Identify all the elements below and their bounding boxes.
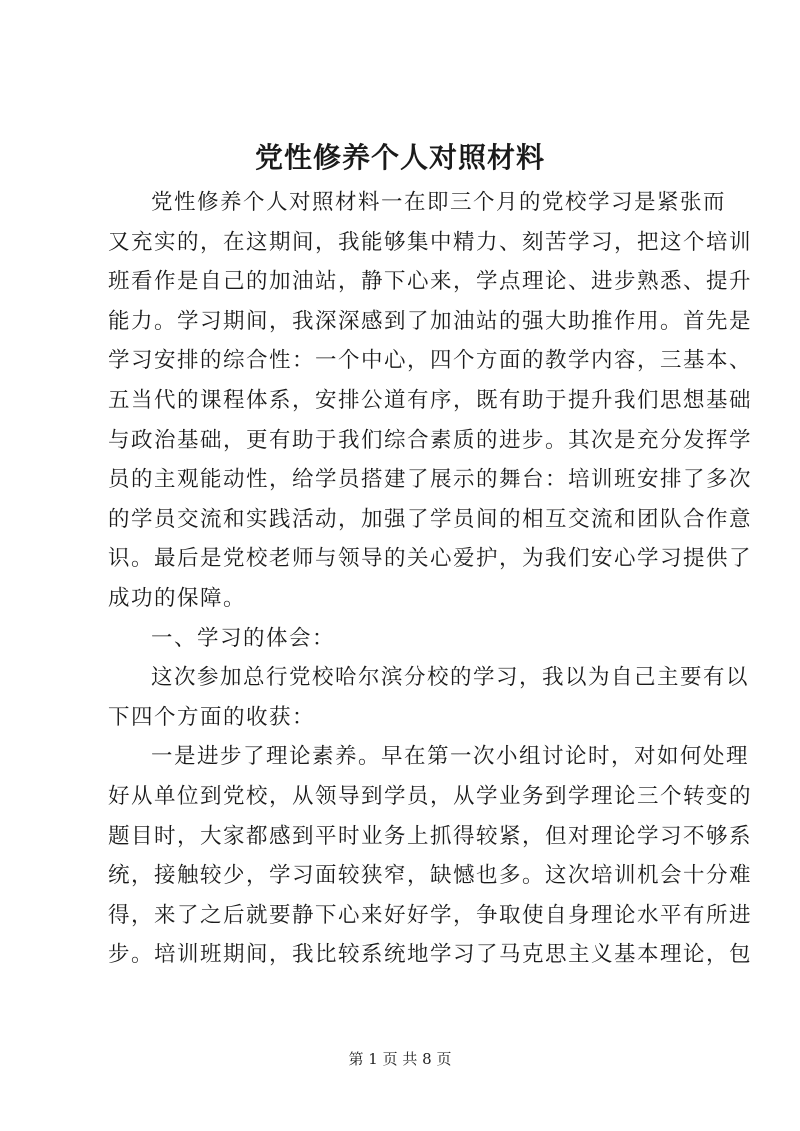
- paragraph-line: 党性修养个人对照材料一在即三个月的党校学习是紧张而: [151, 190, 727, 215]
- paragraph-line: 统，接触较少，学习面较狭窄，缺憾也多。这次培训机会十分难: [108, 863, 753, 889]
- paragraph-line: 一是进步了理论素养。早在第一次小组讨论时，对如何处理: [151, 744, 750, 770]
- paragraph-line: 得，来了之后就要静下心来好好学，争取使自身理论水平有所进: [108, 902, 753, 928]
- paragraph-line: 好从单位到党校，从领导到学员，从学业务到学理论三个转变的: [108, 783, 753, 809]
- paragraph-line: 学习安排的综合性：一个中心，四个方面的教学内容，三基本、: [108, 348, 753, 374]
- paragraph-line: 成功的保障。: [108, 585, 247, 611]
- section-heading: 一、学习的体会：: [151, 625, 336, 651]
- paragraph-line: 这次参加总行党校哈尔滨分校的学习，我以为自己主要有以: [151, 665, 750, 691]
- paragraph-line: 又充实的，在这期间，我能够集中精力、刻苦学习，把这个培训: [108, 229, 753, 255]
- paragraph-line: 下四个方面的收获：: [108, 704, 316, 730]
- page-number: 第 1 页 共 8 页: [348, 1050, 452, 1068]
- paragraph-line: 五当代的课程体系，安排公道有序，既有助于提升我们思想基础: [108, 387, 753, 413]
- paragraph-line: 识。最后是党校老师与领导的关心爱护，为我们安心学习提供了: [108, 546, 753, 572]
- paragraph-line: 的学员交流和实践活动，加强了学员间的相互交流和团队合作意: [108, 506, 753, 532]
- paragraph-line: 员的主观能动性，给学员搭建了展示的舞台：培训班安排了多次: [108, 467, 753, 493]
- paragraph-line: 步。培训班期间，我比较系统地学习了马克思主义基本理论，包: [108, 942, 753, 968]
- paragraph-line: 能力。学习期间，我深深感到了加油站的强大助推作用。首先是: [108, 308, 753, 334]
- paragraph-line: 题目时，大家都感到平时业务上抓得较紧，但对理论学习不够系: [108, 823, 753, 849]
- document-title: 党性修养个人对照材料: [254, 141, 545, 174]
- paragraph-line: 班看作是自己的加油站，静下心来，学点理论、进步熟悉、提升: [108, 269, 753, 295]
- paragraph-line: 与政治基础，更有助于我们综合素质的进步。其次是充分发挥学: [108, 427, 753, 453]
- document-body: [108, 183, 753, 975]
